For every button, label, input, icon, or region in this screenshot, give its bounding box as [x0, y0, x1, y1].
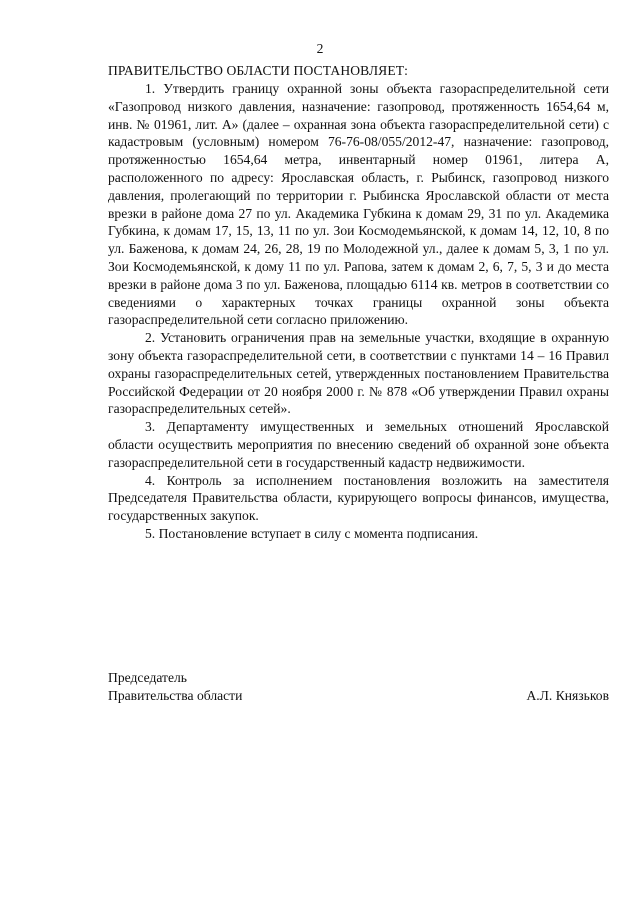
paragraph-1: 1. Утвердить границу охранной зоны объекта газораспределительной сети «Газопровод низкого давления, назначение: газопровод, протяженность 1654,64 м, инв. № 01961, лит. А» (далее – охранная зона объекта газораспределительной сети) с кадастровым (условным) номером 76-76-08/055/2012-47, назначение: газопровод, протяженностью 1654,64 метра, инвентарный номер 01961, литера А, расположенного по адресу: Ярославская область, г. Рыбинск, газопровод низкого давления, пролегающий по территории г. Рыбинска Ярославской области от места врезки в районе дома 27 по ул. Академика Губкина к домам 29, 31 по ул. Академика Губкина, к домам 17, 15, 13, 11 по ул. Зои Космодемьянской, к домам 14, 12, 10, 8 по ул. Баженова, к домам 24, 26, 28, 19 по Молодежной ул., далее к домам 5, 3, 1 по ул. Зои Космодемьянской, к дому 11 по ул. Рапова, затем к домам 2, 6, 7, 5, 3 и до места врезки в районе дома 3 по ул. Баженова, площадью 6114 кв. метров в соответствии со сведениями о характерных точках границы охранной зоны объекта газораспределительной сети согласно приложению.: [108, 81, 609, 328]
page-number: 2: [316, 41, 324, 56]
paragraph-5: 5. Постановление вступает в силу с момента подписания.: [145, 525, 479, 541]
signature-title-line2: Правительства области: [108, 688, 243, 703]
paragraph-2: 2. Установить ограничения прав на земельные участки, входящие в охранную зону объекта газораспределительной сети, в соответствии с пунктами 14 – 16 Правил охраны газораспределительных сетей, утвержденных постановлением Правительства Российской Федерации от 20 ноября 2000 г. № 878 «Об утверждении Правил охраны газораспределительных сетей».: [108, 330, 609, 417]
paragraph-4: 4. Контроль за исполнением постановления возложить на заместителя Председателя Правительства области, курирующего вопросы финансов, имущества, государственных закупок.: [108, 472, 609, 524]
resolution-heading: ПРАВИТЕЛЬСТВО ОБЛАСТИ ПОСТАНОВЛЯЕТ:: [108, 63, 408, 78]
signature-title-line1: Председатель: [108, 670, 187, 685]
paragraph-3: 3. Департаменту имущественных и земельных отношений Ярославской области осуществить мероприятия по внесению сведений об охранной зоне объекта газораспределительной сети в государственный кадастр недвижимости.: [108, 419, 609, 470]
document-body: [108, 80, 609, 543]
signatory-name: А.Л. Князьков: [526, 688, 609, 703]
